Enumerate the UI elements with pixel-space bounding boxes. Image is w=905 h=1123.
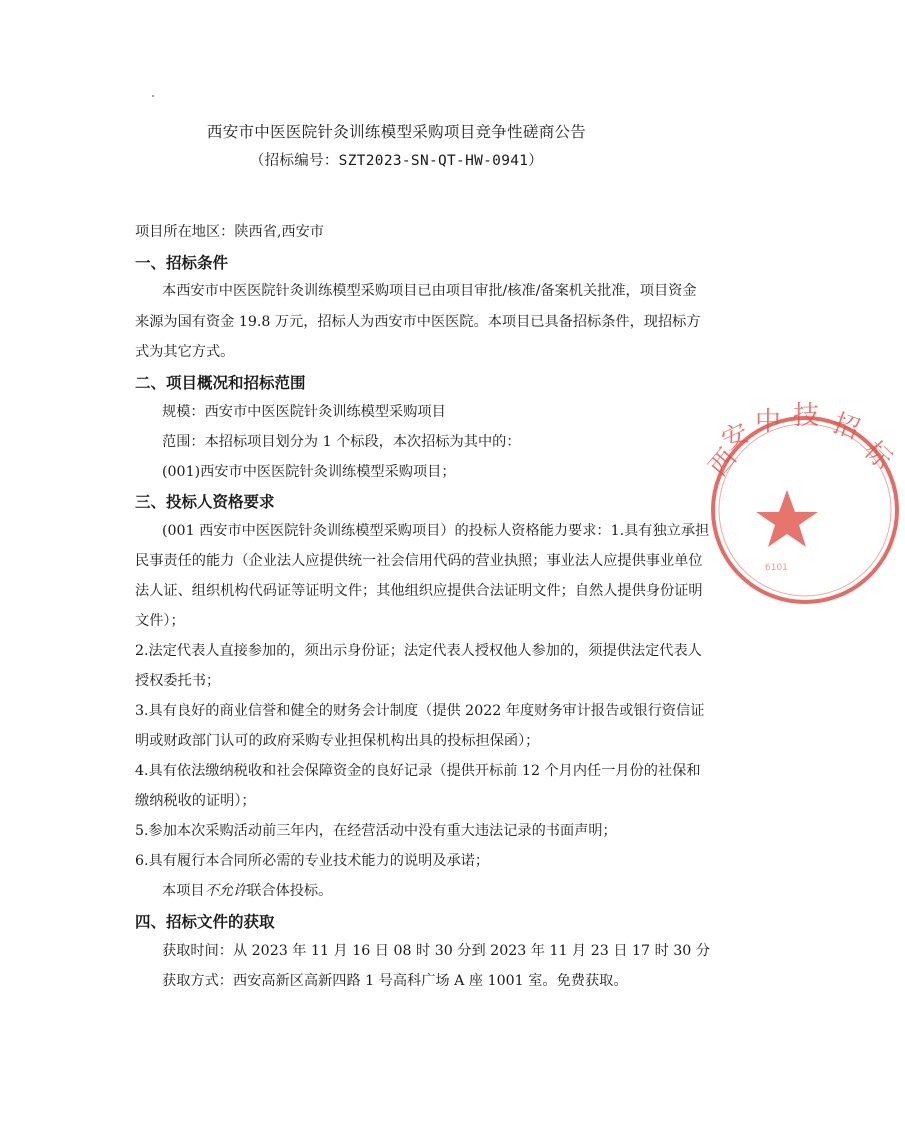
tender-number: （招标编号：SZT2023-SN-QT-HW-0941）	[249, 153, 544, 169]
scan-speck	[152, 95, 154, 97]
requirement-line: 2.法定代表人直接参加的，须出示身份证；法定代表人授权他人参加的，须提供法定代表人	[135, 643, 702, 659]
section-4-heading: 四、招标文件的获取	[135, 913, 275, 931]
svg-text:中: 中	[755, 407, 782, 437]
section-2-heading: 二、项目概况和招标范围	[135, 374, 306, 392]
requirement-line: 文件）；	[135, 613, 185, 629]
company-seal-stamp	[703, 401, 905, 610]
svg-text:西: 西	[703, 443, 744, 483]
requirement-line: 明或财政部门认可的政府采购专业担保机构出具的投标担保函）；	[135, 733, 540, 749]
section-3-heading: 三、投标人资格要求	[135, 493, 275, 511]
scope-line: 范围：本招标项目划分为 1 个标段，本次招标为其中的：	[162, 434, 521, 450]
seal-graphic	[703, 401, 905, 610]
document-title: 西安市中医医院针灸训练模型采购项目竞争性磋商公告	[206, 123, 587, 141]
requirement-line: 3.具有良好的商业信誉和健全的财务会计制度（提供 2022 年度财务审计报告或银行资信证	[135, 703, 705, 719]
paragraph-line: 式为其它方式。	[135, 344, 235, 360]
paragraph-line: 本西安市中医医院针灸训练模型采购项目已由项目审批/核准/备案机关批准，项目资金	[162, 283, 697, 299]
scale-line: 规模：西安市中医医院针灸训练模型采购项目	[162, 404, 446, 420]
requirement-line: (001 西安市中医医院针灸训练模型采购项目）的投标人资格能力要求：1.具有独立承担	[162, 523, 710, 539]
paragraph-line: 来源为国有资金 19.8 万元，招标人为西安市中医医院。本项目已具备招标条件，现招标方	[135, 314, 701, 330]
joint-bid-emphasis: 不允许	[204, 883, 248, 899]
svg-text:招: 招	[828, 408, 864, 446]
section-1-heading: 一、招标条件	[135, 254, 229, 272]
requirement-line: 授权委托书；	[135, 673, 221, 689]
requirement-line: 6.具有履行本合同所必需的专业技术能力的说明及承诺；	[135, 853, 490, 869]
svg-text:技: 技	[793, 401, 820, 431]
requirement-line: 4.具有依法缴纳税收和社会保障资金的良好记录（提供开标前 12 个月内任一月份的社保和	[135, 763, 701, 779]
requirement-line: 缴纳税收的证明）；	[135, 793, 256, 809]
acquisition-time: 获取时间：从 2023 年 11 月 16 日 08 时 30 分到 2023 年 11 月 23 日 17 时 30 分	[162, 943, 711, 959]
requirement-line: 民事责任的能力（企业法人应提供统一社会信用代码的营业执照；事业法人应提供事业单位	[135, 553, 703, 569]
project-region: 项目所在地区：陕西省,西安市	[135, 224, 324, 240]
requirement-line: 5.参加本次采购活动前三年内，在经营活动中没有重大违法记录的书面声明；	[135, 823, 617, 839]
requirement-line: 法人证、组织机构代码证等证明文件；其他组织应提供合法证明文件；自然人提供身份证明	[135, 583, 703, 599]
joint-bid-suffix: 联合体投标。	[247, 883, 333, 899]
joint-bid-line	[162, 880, 332, 900]
joint-bid-prefix: 本项目	[162, 883, 205, 899]
svg-text:标: 标	[858, 435, 898, 476]
svg-text:6101: 6101	[765, 563, 788, 573]
svg-text:安: 安	[717, 418, 754, 457]
acquisition-method: 获取方式：西安高新区高新四路 1 号高科广场 A 座 1001 室。免费获取。	[162, 973, 628, 989]
lot-line: (001)西安市中医医院针灸训练模型采购项目；	[162, 464, 456, 480]
